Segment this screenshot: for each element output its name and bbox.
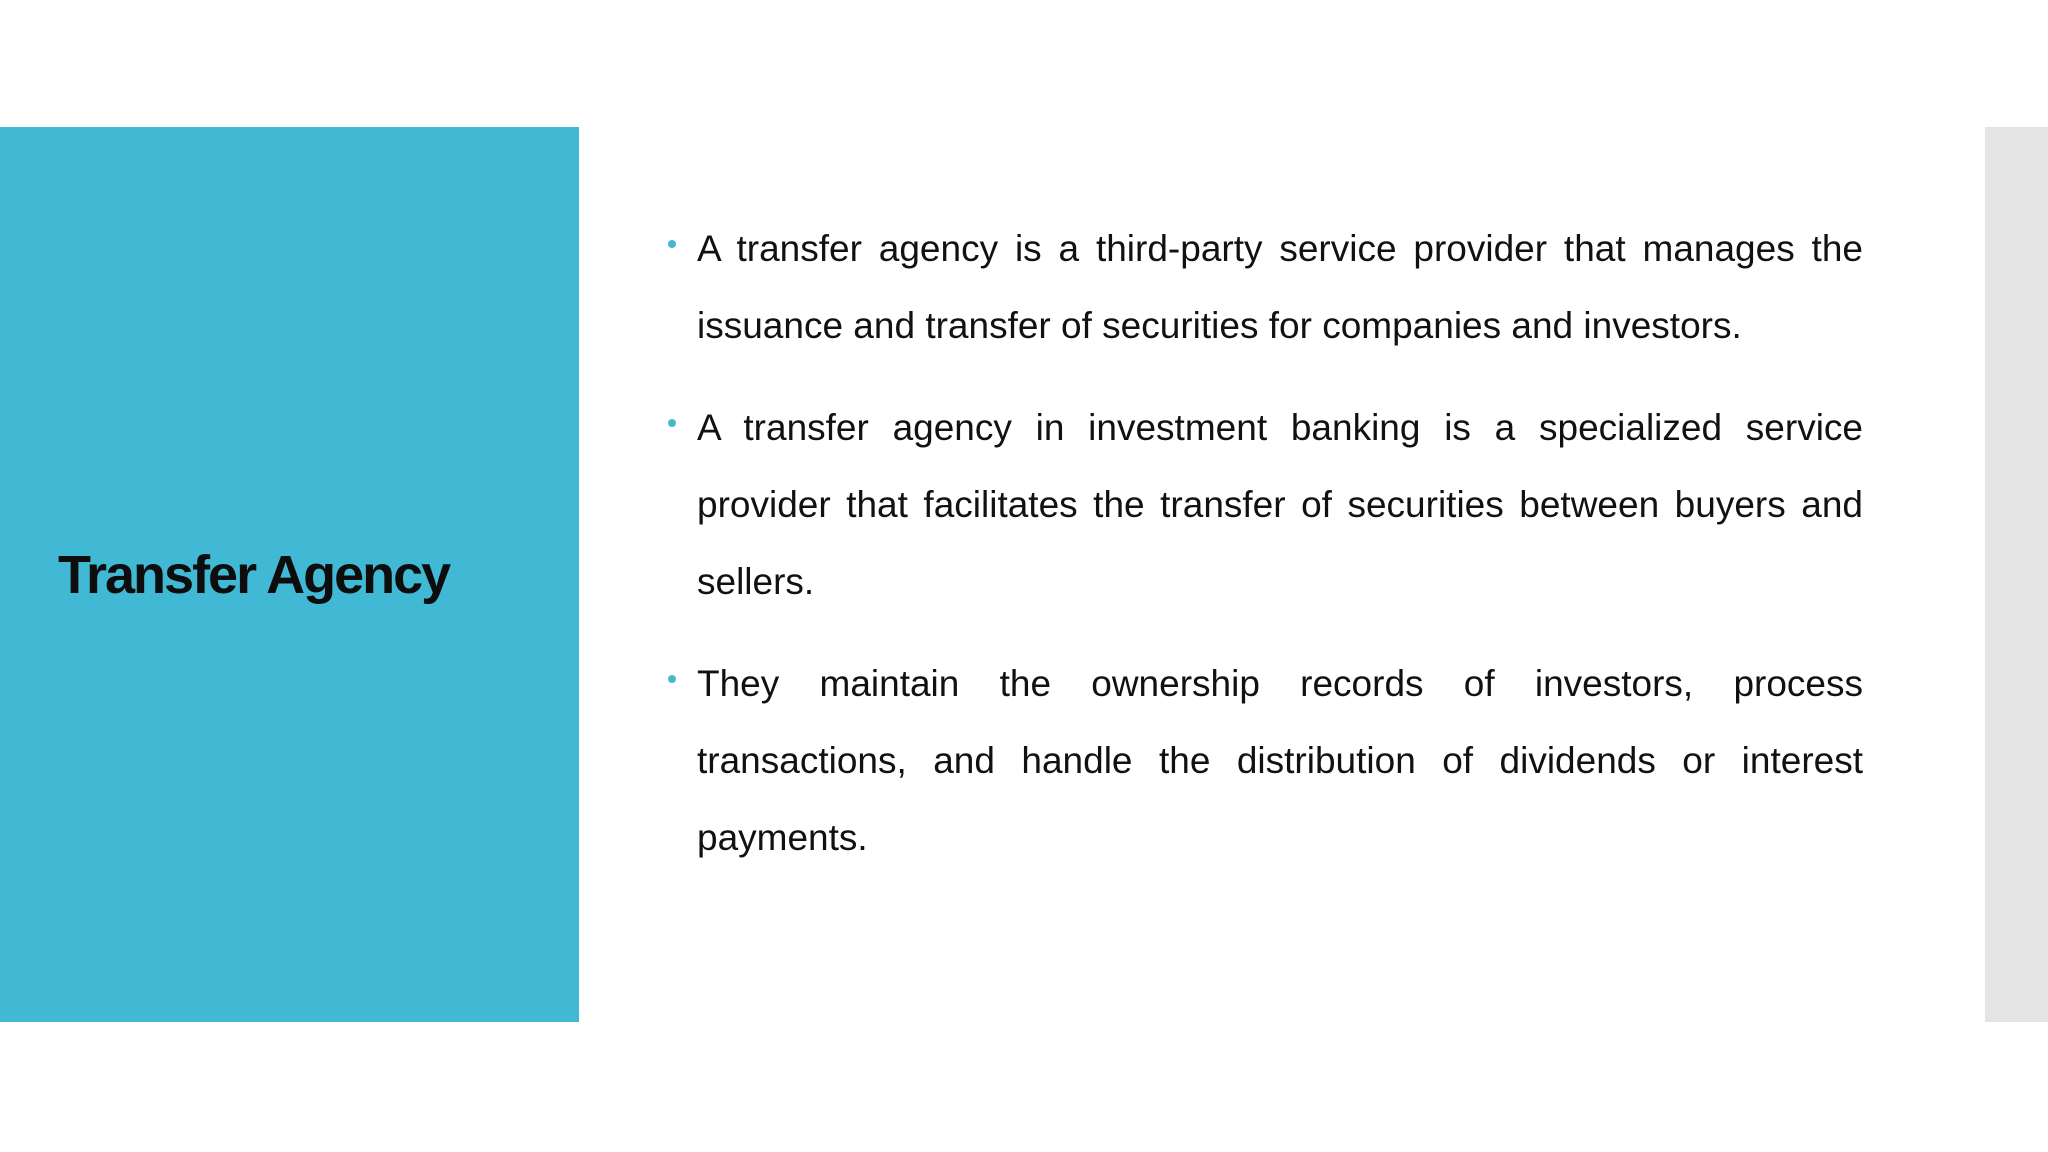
bullet-dot-icon [668,419,676,427]
bullet-item [660,645,1863,876]
bullet-list [660,210,1863,876]
bullet-dot-icon [668,675,676,683]
bullet-text: A transfer agency in investment banking is a specialized service provider that facilitates the transfer of securities between buyers and sellers. [697,407,1863,602]
bullet-dot-icon [668,240,676,248]
bullet-item [660,210,1863,364]
bullet-text: They maintain the ownership records of investors, process transactions, and handle the distribution of dividends or interest payments. [697,663,1863,858]
bullet-item [660,389,1863,620]
right-side-bar [1985,127,2048,1022]
content-area [660,210,1863,901]
bullet-text: A transfer agency is a third-party service provider that manages the issuance and transfer of securities for companies and investors. [697,228,1863,346]
slide-title: Transfer Agency [58,545,450,605]
